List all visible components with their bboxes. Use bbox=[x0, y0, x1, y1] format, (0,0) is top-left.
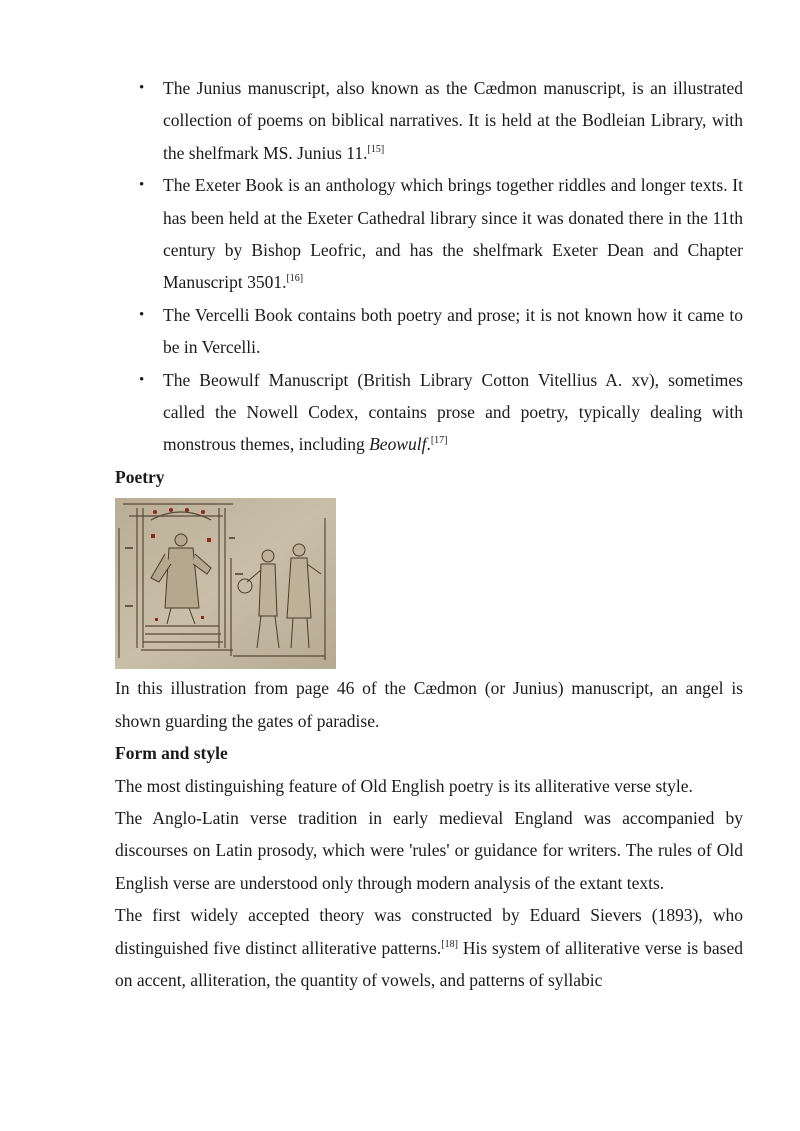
list-item bbox=[115, 72, 743, 169]
citation-ref[interactable]: [16] bbox=[286, 273, 304, 285]
paragraph: The Anglo-Latin verse tradition in early medieval England was accompanied by discourses on Latin prosody, which were 'rules' or guidance for writers. The rules of Old English verse are understood only through modern analysis of the extant texts. bbox=[115, 807, 743, 893]
bullet-icon: • bbox=[139, 306, 145, 323]
emphasis-title: Beowulf bbox=[369, 434, 427, 455]
bullet-icon: • bbox=[139, 371, 145, 388]
list-item bbox=[115, 364, 743, 461]
document-page bbox=[115, 72, 743, 996]
bullet-icon: • bbox=[139, 177, 145, 194]
manuscript-list bbox=[115, 72, 743, 461]
list-item-text: The Beowulf Manuscript (British Library Cotton Vitellius A. xv), sometimes called the Nowell Codex, contains prose and poetry, typically dealing with monstrous themes, including bbox=[163, 369, 743, 455]
list-item-tail: . bbox=[426, 434, 431, 455]
figure-caption: In this illustration from page 46 of the Cædmon (or Junius) manuscript, an angel is shown guarding the gates of paradise. bbox=[115, 678, 743, 731]
list-item-text: The Vercelli Book contains both poetry and prose; it is not known how it came to be in Vercelli. bbox=[163, 304, 743, 358]
list-item bbox=[115, 169, 743, 299]
citation-ref[interactable]: [15] bbox=[367, 143, 385, 155]
paragraph-tail: His system of alliterative verse is based on accent, alliteration, the quantity of vowels, and patterns of syllabic bbox=[115, 937, 743, 990]
paragraph bbox=[115, 899, 743, 996]
section-heading-form: Form and style bbox=[115, 743, 228, 764]
manuscript-illustration bbox=[115, 498, 336, 669]
citation-ref[interactable]: [17] bbox=[430, 435, 448, 447]
list-item-text: The Junius manuscript, also known as the Cædmon manuscript, is an illustrated collection of poems on biblical narratives. It is held at the Bodleian Library, with the shelfmark MS. Junius 11. bbox=[163, 78, 743, 163]
bullet-icon: • bbox=[139, 80, 145, 96]
paragraph: The most distinguishing feature of Old English poetry is its alliterative verse style. bbox=[115, 775, 693, 796]
paragraph-text: The first widely accepted theory was constructed by Eduard Sievers (1893), who distinguished five distinct alliterative patterns. bbox=[115, 905, 743, 958]
list-item-text: The Exeter Book is an anthology which brings together riddles and longer texts. It has been held at the Exeter Cathedral library since it was donated there in the 11th century by Bishop Leofric, and has the shelfmark Exeter Dean and Chapter Manuscript 3501. bbox=[163, 175, 743, 293]
section-heading-poetry: Poetry bbox=[115, 466, 165, 487]
list-item bbox=[115, 299, 743, 364]
citation-ref[interactable]: [18] bbox=[441, 938, 458, 950]
